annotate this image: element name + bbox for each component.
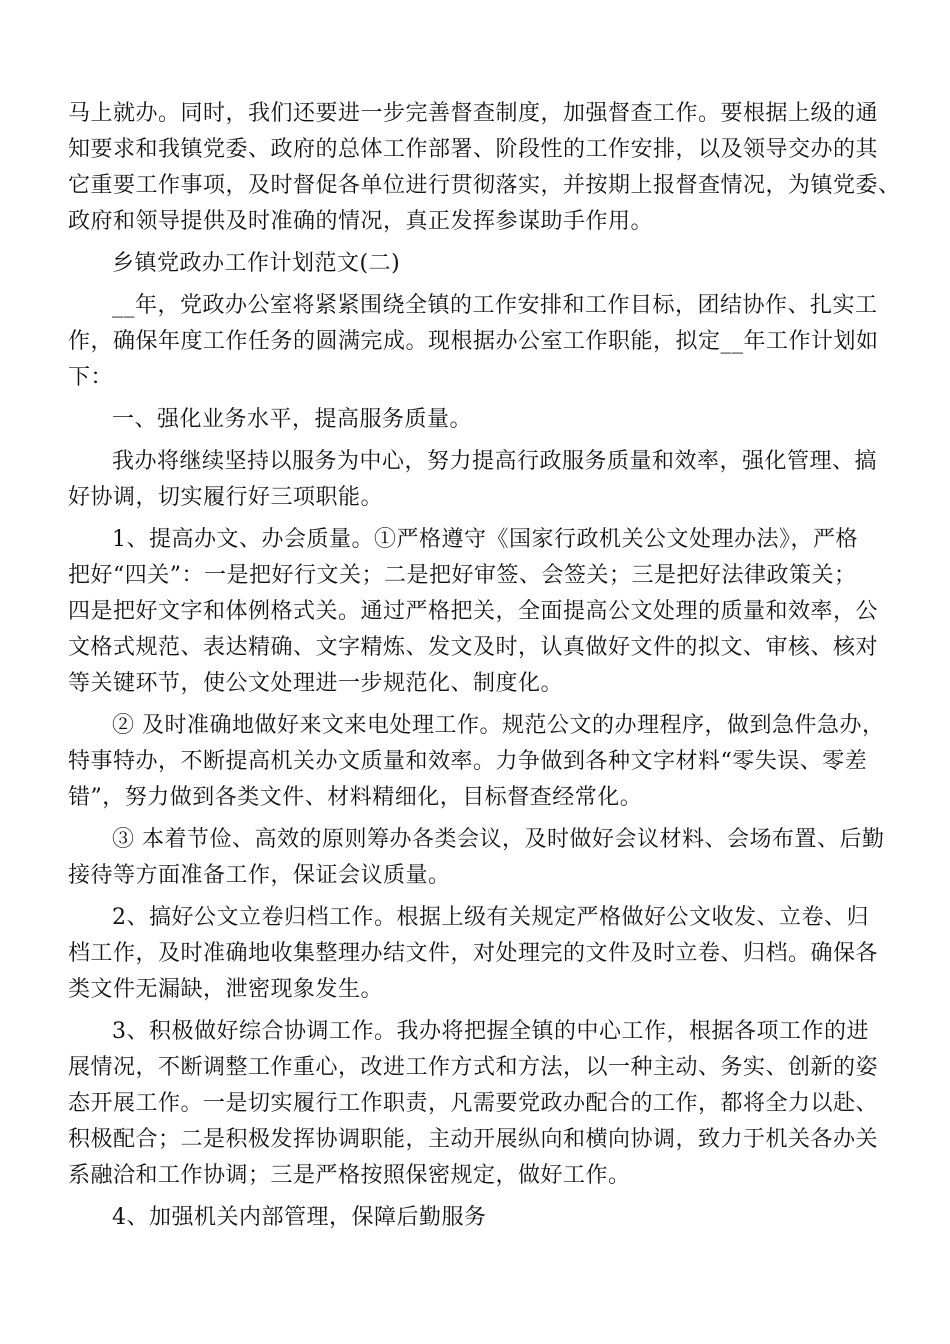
text-line: __年，党政办公室将紧紧围绕全镇的工作安排和工作目标，团结协作、扎实工 [112,293,878,318]
text-line: 好协调，切实履行好三项职能。 [68,485,384,510]
text-line: 作，确保年度工作任务的圆满完成。现根据办公室工作职能，拟定__年工作计划如 [68,329,879,354]
paragraph [68,822,884,894]
text-line: 3、积极做好综合协调工作。我办将把握全镇的中心工作，根据各项工作的进 [112,1019,869,1044]
text-line: 2、搞好公文立卷归档工作。根据上级有关规定严格做好公文收发、立卷、归 [112,905,869,930]
paragraph [68,1014,884,1194]
paragraph [68,96,901,240]
text-line: 一、强化业务水平，提高服务质量。 [112,407,473,432]
text-line: 1、提高办文、办会质量。①严格遵守《国家行政机关公文处理办法》，严格 [112,527,858,552]
text-line: 下： [68,365,114,390]
paragraph [68,402,884,438]
paragraph [68,288,884,396]
text-line: 等关键环节，使公文处理进一步规范化、制度化。 [68,671,564,696]
paragraph [68,900,884,1008]
text-line: 4、加强机关内部管理，保障后勤服务 [112,1205,487,1230]
text-line: 特事特办，不断提高机关办文质量和效率。力争做到各种文字材料“零失误、零差 [68,749,868,774]
paragraph [68,246,884,282]
text-line: ② 及时准确地做好来文来电处理工作。规范公文的办理程序，做到急件急办， [112,713,885,738]
text-line: 它重要工作事项，及时督促各单位进行贯彻落实，并按期上报督查情况，为镇党委、 [68,173,901,198]
paragraph [68,1200,884,1236]
text-line: 把好“四关”：一是把好行文关；二是把好审签、会签关；三是把好法律政策关； [68,563,857,588]
text-line: 态开展工作。一是切实履行工作职责，凡需要党政办配合的工作，都将全力以赴、 [68,1091,879,1116]
paragraph [68,522,884,702]
text-line: 接待等方面准备工作，保证会议质量。 [68,863,451,888]
text-line: 错”，努力做到各类文件、材料精细化，目标督查经常化。 [68,785,643,810]
text-line: 类文件无漏缺，泄密现象发生。 [68,977,384,1002]
text-line: 积极配合；二是积极发挥协调职能，主动开展纵向和横向协调，致力于机关各办关 [68,1127,879,1152]
text-line: 展情况，不断调整工作重心，改进工作方式和方法，以一种主动、务实、创新的姿 [68,1055,879,1080]
text-line: 四是把好文字和体例格式关。通过严格把关，全面提高公文处理的质量和效率，公 [68,599,879,624]
text-line: 政府和领导提供及时准确的情况，真正发挥参谋助手作用。 [68,209,654,234]
paragraph [68,444,884,516]
document-body [68,96,901,1242]
text-line: 文格式规范、表达精确、文字精炼、发文及时，认真做好文件的拟文、审核、核对 [68,635,879,660]
text-line: 乡镇党政办工作计划范文(二) [112,251,401,276]
paragraph [68,708,884,816]
text-line: 系融洽和工作协调；三是严格按照保密规定，做好工作。 [68,1163,631,1188]
text-line: 档工作，及时准确地收集整理办结文件，对处理完的文件及时立卷、归档。确保各 [68,941,879,966]
text-line: 我办将继续坚持以服务为中心，努力提高行政服务质量和效率，强化管理、搞 [112,449,878,474]
text-line: ③ 本着节俭、高效的原则筹办各类会议，及时做好会议材料、会场布置、后勤 [112,827,885,852]
text-line: 马上就办。同时，我们还要进一步完善督查制度，加强督查工作。要根据上级的通 [68,101,879,126]
text-line: 知要求和我镇党委、政府的总体工作部署、阶段性的工作安排，以及领导交办的其 [68,137,879,162]
